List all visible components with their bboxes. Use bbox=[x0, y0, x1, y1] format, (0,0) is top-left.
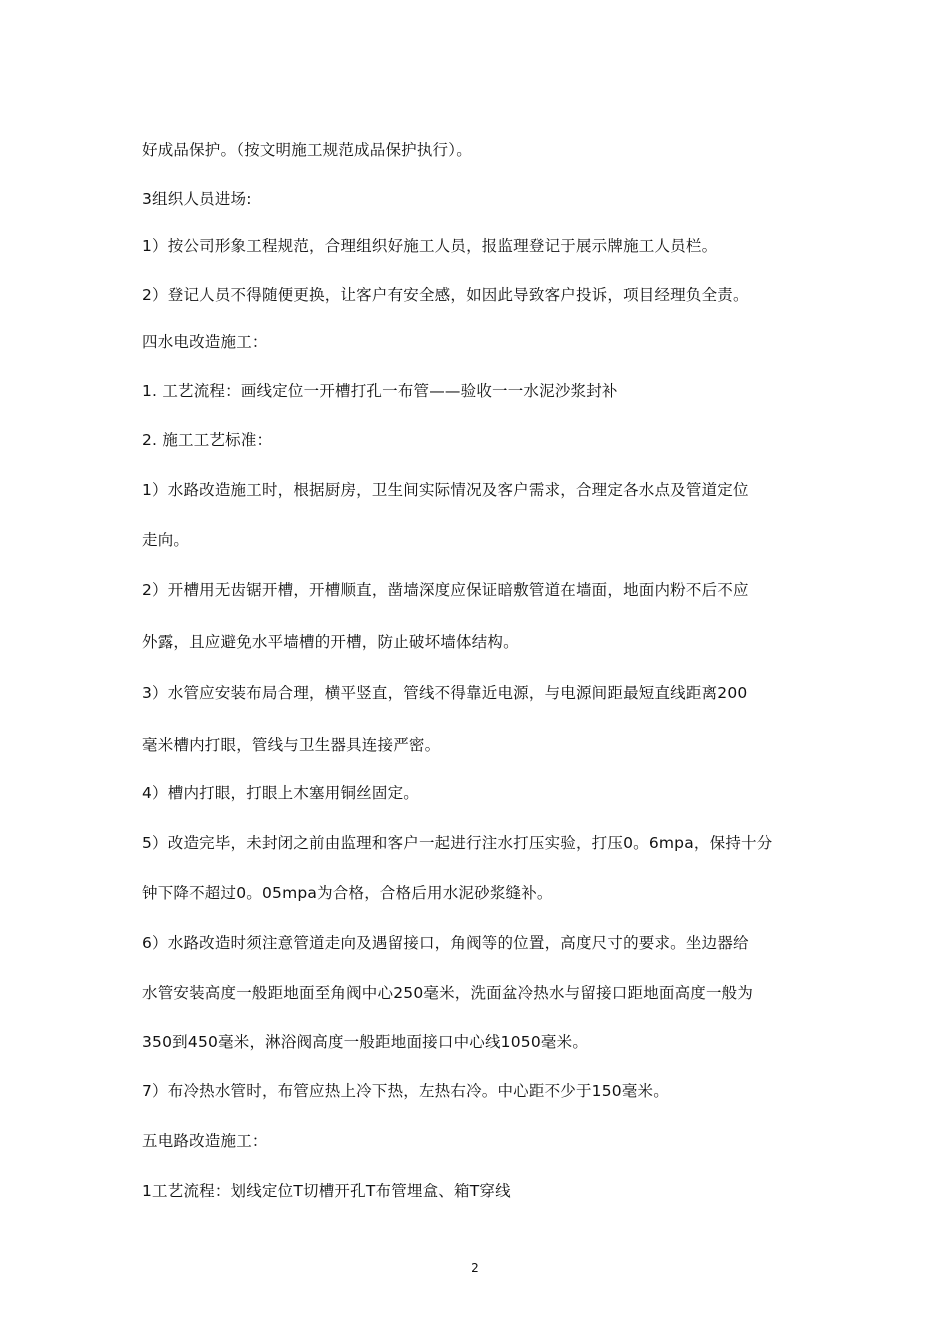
section-heading-plumbing-electrical: 四水电改造施工： bbox=[142, 333, 268, 351]
text-line-protection-note: 好成品保护。（按文明施工规范成品保护执行）。 bbox=[142, 141, 472, 159]
text-line-water-5a: 5）改造完毕，未封闭之前由监理和客户一起进行注水打压实验，打压0。6mpa，保持十分 bbox=[142, 834, 773, 852]
text-line-water-1b: 走向。 bbox=[142, 531, 190, 549]
text-line-water-2a: 2）开槽用无齿锯开槽，开槽顺直，凿墙深度应保证暗敷管道在墙面，地面内粉不后不应 bbox=[142, 581, 749, 599]
text-line-personnel-2: 2）登记人员不得随便更换，让客户有安全感，如因此导致客户投诉，项目经理负全责。 bbox=[142, 286, 749, 304]
text-line-water-6c: 350到450毫米，淋浴阀高度一般距地面接口中心线1050毫米。 bbox=[142, 1033, 589, 1051]
text-line-water-6a: 6）水路改造时须注意管道走向及遇留接口，角阀等的位置，高度尺寸的要求。坐边器给 bbox=[142, 934, 749, 952]
page-number: 2 bbox=[471, 1261, 479, 1275]
text-line-water-7: 7）布冷热水管时，布管应热上冷下热，左热右冷。中心距不少于150毫米。 bbox=[142, 1082, 669, 1100]
text-line-water-3a: 3）水管应安装布局合理，横平竖直，管线不得靠近电源，与电源间距最短直线距离200 bbox=[142, 684, 748, 702]
text-line-personnel-1: 1）按公司形象工程规范，合理组织好施工人员，报监理登记于展示牌施工人员栏。 bbox=[142, 237, 718, 255]
text-line-water-3b: 毫米槽内打眼，管线与卫生器具连接严密。 bbox=[142, 736, 441, 754]
section-heading-electrical: 五电路改造施工： bbox=[142, 1132, 268, 1150]
text-line-water-4: 4）槽内打眼，打眼上木塞用铜丝固定。 bbox=[142, 784, 419, 802]
text-line-electrical-process: 1工艺流程：划线定位T切槽开孔T布管埋盒、箱T穿线 bbox=[142, 1182, 511, 1200]
subheading-construction-standards: 2. 施工工艺标准： bbox=[142, 431, 273, 449]
text-line-water-1a: 1）水路改造施工时，根据厨房，卫生间实际情况及客户需求，合理定各水点及管道定位 bbox=[142, 481, 749, 499]
heading-personnel-entry: 3组织人员进场: bbox=[142, 190, 252, 208]
text-line-water-5b: 钟下降不超过0。05mpa为合格，合格后用水泥砂浆缝补。 bbox=[142, 884, 553, 902]
text-line-water-2b: 外露，且应避免水平墙槽的开槽，防止破坏墙体结构。 bbox=[142, 633, 519, 651]
text-line-process-flow: 1. 工艺流程：画线定位一开槽打孔一布管——验收一一水泥沙浆封补 bbox=[142, 382, 618, 400]
text-line-water-6b: 水管安装高度一般距地面至角阀中心250毫米，洗面盆冷热水与留接口距地面高度一般为 bbox=[142, 984, 754, 1002]
